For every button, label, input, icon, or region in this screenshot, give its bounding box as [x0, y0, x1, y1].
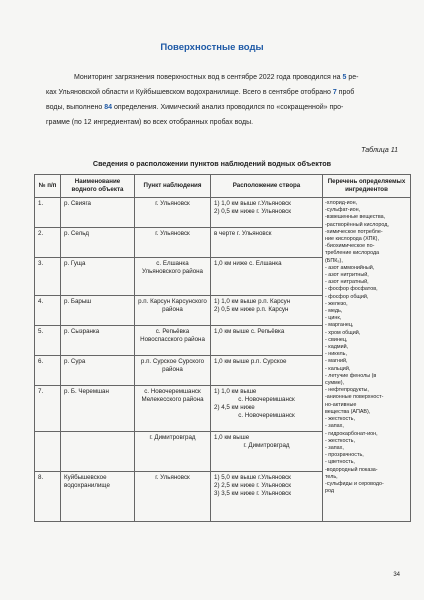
row-point: с. Репьёвка Новоспасского района — [135, 326, 211, 356]
param-item: - свинец, — [325, 336, 348, 343]
param-item: - медь, — [325, 308, 343, 315]
page-title: Поверхностные воды — [160, 42, 264, 53]
row-location — [211, 198, 323, 228]
para-line-2 — [46, 85, 400, 100]
para-text: определения. Химический анализ проводился по «сокращенной» про- — [112, 104, 344, 111]
table-header-row — [35, 175, 411, 198]
para-text: Мониторинг загрязнения поверхностных вод в сентябре 2022 года проводился на — [74, 74, 343, 81]
param-item: -химическое потребле- — [325, 228, 383, 235]
row-num: 6. — [35, 356, 61, 386]
header-object: Наименование водного объекта — [61, 175, 135, 198]
row-object: р. Свияга — [61, 198, 135, 228]
param-item: тель, — [325, 473, 338, 480]
row-object: р. Барыш — [61, 296, 135, 326]
param-item: требление кислорода — [325, 250, 380, 257]
row-num — [35, 432, 61, 472]
row-point: г. Димитровград — [135, 432, 211, 472]
header-location: Расположение створа — [211, 175, 323, 198]
param-item: - цветность, — [325, 459, 355, 466]
param-item: -сульфат-ион, — [325, 207, 361, 214]
param-item: -хлорид-ион, — [325, 200, 358, 206]
param-item: - прозрачность, — [325, 452, 364, 459]
param-item: - кадмий, — [325, 344, 349, 351]
param-item: (БПК₅), — [325, 257, 343, 264]
location-line: 1,0 км выше р.п. Сурское — [214, 358, 287, 365]
param-item: - фосфор фосфатов, — [325, 286, 378, 293]
location-line: 1) 1,0 км выше г.Ульяновск — [214, 200, 291, 207]
location-line: 2) 0,5 км ниже г. Ульяновск — [214, 208, 291, 215]
param-item: - никель, — [325, 351, 347, 358]
param-item: ние кислорода (ХПК), — [325, 236, 379, 243]
row-object: р. Сура — [61, 356, 135, 386]
param-item: сумме), — [325, 380, 345, 387]
row-location — [211, 432, 323, 472]
params-cell — [323, 198, 411, 522]
param-item: - летучие фенолы (в — [325, 372, 377, 379]
row-num: 7. — [35, 386, 61, 432]
para-line-3 — [46, 100, 400, 115]
table-row — [35, 198, 411, 228]
para-text: ках Ульяновской области и Куйбышевском водохранилище. Всего в сентябре отобрано — [46, 89, 333, 96]
param-item: - хром общий, — [325, 329, 361, 336]
row-point: г. Ульяновск — [135, 228, 211, 258]
para-text: проб — [336, 89, 355, 96]
row-location — [211, 296, 323, 326]
para-line-4: грамме (по 12 ингредиентам) во всех отобранных пробах воды. — [46, 119, 254, 126]
location-line: 1) 1,0 км выше — [214, 388, 257, 395]
row-location — [211, 258, 323, 296]
param-item: род — [325, 488, 335, 495]
header-num: № п/п — [35, 175, 61, 198]
table-number: Таблица 11 — [361, 147, 398, 154]
param-item: -взвешенные вещества, — [325, 214, 386, 221]
param-item: - марганец, — [325, 322, 354, 329]
param-item: -анионные поверхност- — [325, 394, 384, 401]
row-location — [211, 472, 323, 522]
header-params: Перечень определяемых ингредиентов — [323, 175, 411, 198]
intro-paragraph — [46, 70, 400, 130]
row-object: р. Б. Черемшан — [61, 386, 135, 432]
row-num: 4. — [35, 296, 61, 326]
row-object — [61, 432, 135, 472]
param-item: -водородный показа- — [325, 466, 378, 473]
row-object: р. Сызранка — [61, 326, 135, 356]
location-line: 1) 5,0 км выше г.Ульяновск — [214, 474, 291, 481]
para-line-1 — [46, 70, 400, 85]
row-num: 5. — [35, 326, 61, 356]
location-line: с. Новочеремшанск — [238, 412, 295, 419]
param-item: - кальций, — [325, 365, 351, 372]
table-title: Сведения о расположении пунктов наблюдений водных объектов — [92, 159, 332, 168]
param-item: вещества (АПАВ), — [325, 408, 371, 415]
observation-points-table — [34, 174, 411, 522]
samples-count: 7 — [332, 89, 337, 96]
row-location — [211, 386, 323, 432]
location-line: 1) 1,0 км выше р.п. Карсун — [214, 298, 291, 305]
row-point: г. Ульяновск — [135, 198, 211, 228]
param-item: -биохимическое по- — [325, 243, 375, 250]
rivers-count: 5 — [342, 74, 347, 81]
header-point: Пункт наблюдения — [135, 175, 211, 198]
param-item: - азот нитратный, — [325, 279, 369, 286]
location-line: 2) 4,5 км ниже — [214, 404, 255, 411]
location-line: 1,0 км выше с. Репьёвка — [214, 328, 285, 335]
row-point: р.п. Сурское Сурского района — [135, 356, 211, 386]
row-num: 8. — [35, 472, 61, 522]
param-item: - жесткость, — [325, 437, 355, 444]
row-point: с. Новочеремшанск Мелекесского района — [135, 386, 211, 432]
param-item: но-активные — [325, 401, 357, 408]
row-location — [211, 326, 323, 356]
determinations-count: 84 — [104, 104, 113, 111]
page-number: 34 — [393, 572, 400, 578]
param-item: - азот нитритный, — [325, 272, 369, 279]
location-line: 3) 3,5 км ниже г. Ульяновск — [214, 490, 291, 497]
row-point: с. Елшанка Ульяновского района — [135, 258, 211, 296]
row-object: р. Гуща — [61, 258, 135, 296]
param-item: - запах, — [325, 444, 344, 451]
row-object: р. Сельд — [61, 228, 135, 258]
location-line: 2) 2,5 км ниже г. Ульяновск — [214, 482, 291, 489]
row-object: Куйбышевское водохранилище — [61, 472, 135, 522]
location-line: г. Димитровград — [243, 442, 290, 449]
param-item: - фосфор общий, — [325, 293, 369, 300]
param-item: - цинк, — [325, 315, 342, 322]
param-item: - магний, — [325, 358, 348, 365]
row-location — [211, 228, 323, 258]
location-line: 2) 0,5 км ниже р.п. Карсун — [214, 306, 289, 313]
param-item: - гидрокарбонат-ион, — [325, 430, 378, 437]
row-num: 3. — [35, 258, 61, 296]
param-item: - запах, — [325, 423, 344, 430]
param-item: -сульфиды и сероводо- — [325, 480, 384, 487]
row-point: р.п. Карсун Карсунского района — [135, 296, 211, 326]
location-line: 1,0 км ниже с. Елшанка — [214, 260, 282, 267]
row-point: г. Ульяновск — [135, 472, 211, 522]
param-item: - железо, — [325, 300, 348, 307]
para-text: ре- — [346, 74, 359, 81]
param-item: - нефтепродукты, — [325, 387, 369, 394]
location-line: 1,0 км выше — [214, 434, 250, 441]
row-num: 1. — [35, 198, 61, 228]
param-item: - азот аммонийный, — [325, 264, 375, 271]
location-line: в черте г. Ульяновск — [214, 230, 272, 237]
row-location — [211, 356, 323, 386]
row-num: 2. — [35, 228, 61, 258]
para-text: воды, выполнено — [46, 104, 105, 111]
param-item: -растворённый кислород, — [325, 221, 389, 228]
param-item: - жесткость, — [325, 416, 355, 423]
location-line: с. Новочеремшанск — [238, 396, 295, 403]
